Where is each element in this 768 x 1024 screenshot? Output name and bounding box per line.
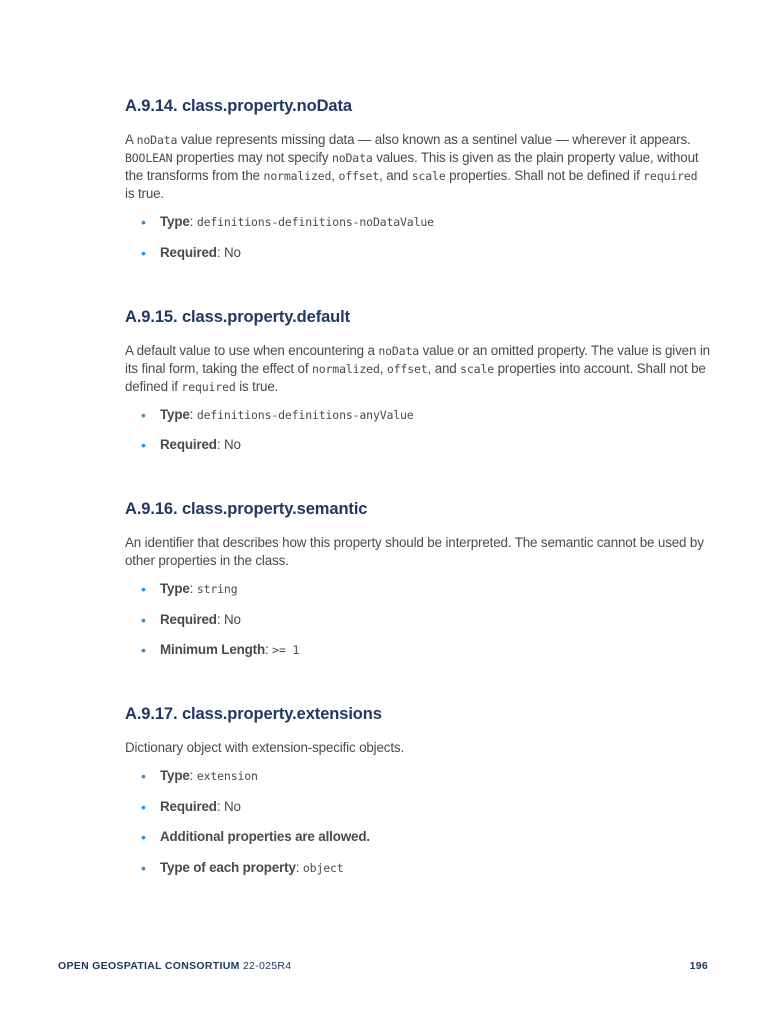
description-text: An identifier that describes how this property should be interpreted. The semantic cannot be used by other properties in the class.	[125, 535, 704, 568]
property-value: No	[224, 244, 241, 260]
description-text: properties into account. Shall not be defined if	[125, 360, 706, 394]
section-noData	[125, 96, 710, 262]
inline-code: normalized	[263, 169, 332, 183]
property-separator: :	[216, 244, 224, 260]
inline-code: required	[181, 379, 236, 394]
property-separator: :	[295, 859, 303, 875]
property-value: No	[224, 798, 241, 814]
description-text: properties. Shall not be defined if	[445, 168, 644, 183]
description-text: values. This is given as the plain property value, without the transforms from the	[125, 150, 699, 183]
section-semantic	[125, 499, 710, 659]
property-separator: :	[265, 642, 273, 657]
section-description	[125, 739, 710, 757]
property-list	[125, 767, 710, 877]
property-item	[141, 580, 710, 598]
bullet-dot-icon: •	[141, 859, 146, 876]
property-item	[141, 798, 710, 816]
property-separator: :	[216, 437, 224, 452]
property-item	[141, 611, 710, 629]
inline-code: required	[643, 169, 698, 183]
inline-code: noData	[378, 343, 420, 358]
inline-code: normalized	[311, 361, 380, 376]
property-list	[125, 406, 710, 455]
description-text: value represents missing data — also known as a sentinel value — wherever it appears.	[177, 132, 691, 147]
bullet-dot-icon: •	[141, 437, 146, 453]
section-heading: A.9.14. class.property.noData	[125, 97, 352, 115]
property-key: Type of each property	[160, 859, 296, 875]
description-text: , and	[427, 360, 461, 376]
property-key: Required	[160, 244, 217, 260]
property-list	[125, 580, 710, 659]
bullet-dot-icon: •	[141, 611, 146, 628]
property-separator: :	[189, 214, 197, 229]
section-heading: A.9.15. class.property.default	[125, 307, 351, 326]
inline-code: noData	[136, 133, 178, 147]
property-key: Required	[160, 798, 217, 814]
section-default	[125, 307, 710, 455]
bullet-dot-icon: •	[141, 642, 146, 658]
footer-organization: OPEN GEOSPATIAL CONSORTIUM	[58, 960, 240, 972]
property-list	[125, 213, 710, 262]
property-key: Required	[160, 611, 217, 627]
bullet-dot-icon: •	[141, 581, 146, 597]
section-description	[125, 342, 710, 396]
bullet-dot-icon: •	[141, 406, 146, 423]
property-key: Type	[160, 406, 190, 422]
bullet-dot-icon: •	[141, 768, 146, 784]
property-value: object	[302, 860, 344, 875]
description-text: is true.	[125, 186, 164, 201]
description-text: value or an omitted property. The value is given in its final form, taking the effect of	[125, 342, 710, 376]
section-extensions	[125, 704, 710, 877]
property-key: Required	[160, 437, 217, 452]
property-value: definitions-definitions-noDataValue	[196, 215, 434, 229]
property-item	[141, 213, 710, 231]
property-value: string	[196, 582, 238, 596]
description-text: ,	[379, 360, 387, 376]
property-item	[141, 436, 710, 454]
section-heading: A.9.16. class.property.semantic	[125, 500, 368, 518]
property-separator: :	[189, 768, 197, 783]
property-item	[141, 244, 710, 262]
section-heading: A.9.17. class.property.extensions	[125, 705, 382, 723]
property-item	[141, 859, 710, 877]
property-separator: :	[189, 581, 197, 596]
inline-code: noData	[331, 151, 373, 165]
footer-document-id: 22-025R4	[242, 960, 292, 972]
document-page	[125, 96, 710, 922]
property-key: Type	[160, 214, 190, 229]
property-separator: :	[189, 406, 197, 422]
inline-code: offset	[338, 169, 380, 183]
description-text: , and	[379, 168, 412, 183]
description-text: ,	[331, 168, 339, 183]
property-value: definitions-definitions-anyValue	[196, 407, 414, 422]
description-text: Dictionary object with extension-specific objects.	[125, 740, 405, 755]
property-separator: :	[216, 611, 224, 627]
property-value: No	[224, 611, 241, 627]
property-separator: :	[216, 798, 224, 814]
property-value: >= 1	[272, 643, 300, 657]
description-text: is true.	[235, 378, 279, 394]
property-value: extension	[196, 769, 258, 783]
inline-code: offset	[386, 361, 428, 376]
property-item	[141, 767, 710, 785]
inline-code: BOOLEAN	[125, 151, 173, 165]
property-key: Type	[160, 768, 190, 783]
section-description	[125, 534, 710, 570]
description-text: A default value to use when encountering a	[125, 342, 379, 358]
bullet-dot-icon: •	[141, 244, 146, 261]
description-text: properties may not specify	[172, 150, 332, 165]
section-description	[125, 131, 710, 203]
footer-page-number: 196	[689, 960, 708, 972]
inline-code: scale	[411, 169, 446, 183]
page-footer	[58, 960, 708, 972]
property-item	[141, 828, 710, 846]
inline-code: scale	[460, 361, 495, 376]
property-key: Additional properties are allowed.	[160, 829, 370, 844]
property-item	[141, 641, 710, 659]
bullet-dot-icon: •	[141, 798, 146, 815]
bullet-dot-icon: •	[141, 829, 146, 845]
property-item	[141, 406, 710, 424]
description-text: A	[125, 132, 137, 147]
property-key: Minimum Length	[160, 642, 266, 657]
property-value: No	[224, 437, 241, 452]
bullet-dot-icon: •	[141, 214, 146, 230]
property-key: Type	[160, 581, 190, 596]
